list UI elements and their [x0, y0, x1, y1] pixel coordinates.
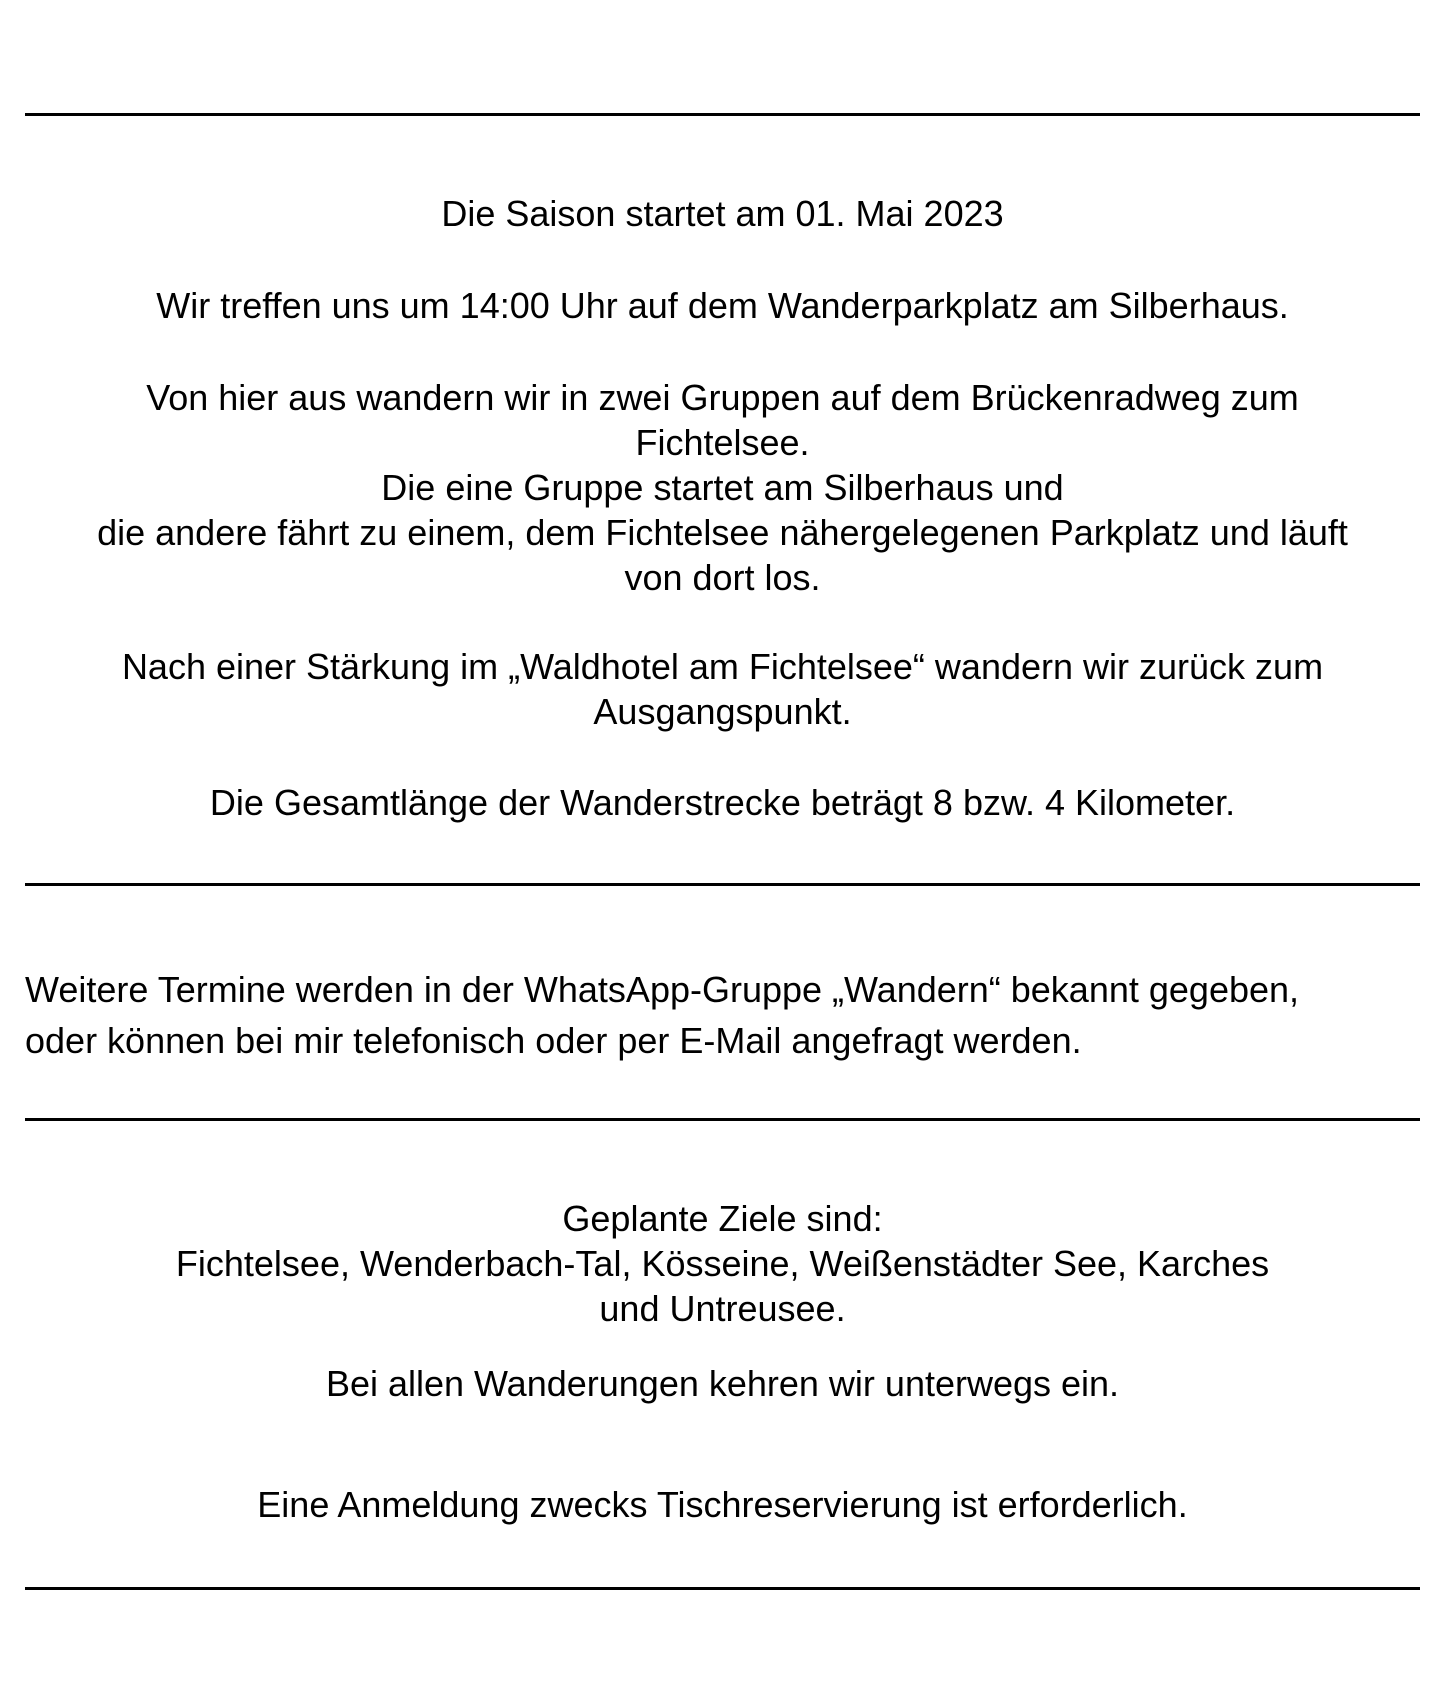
group-1-text: Die eine Gruppe startet am Silberhaus und	[381, 467, 1064, 508]
length-section	[25, 780, 1420, 825]
divider-top	[25, 113, 1420, 116]
divider-3	[25, 1118, 1420, 1121]
return-line-1: Nach einer Stärkung im „Waldhotel am Fichtelsee“ wandern wir zurück zum	[121, 646, 1324, 687]
registration-section	[25, 1482, 1420, 1527]
return-section	[25, 644, 1420, 734]
length-text: Die Gesamtlänge der Wanderstrecke beträgt 8 bzw. 4 Kilometer.	[209, 782, 1236, 823]
season-section	[25, 191, 1420, 236]
divider-bottom	[25, 1587, 1420, 1590]
meeting-text: Wir treffen uns um 14:00 Uhr auf dem Wanderparkplatz am Silberhaus.	[156, 285, 1289, 326]
dates-section	[25, 964, 1420, 1066]
goals-heading: Geplante Ziele sind:	[562, 1198, 883, 1239]
stop-text: Bei allen Wanderungen kehren wir unterwegs ein.	[325, 1363, 1120, 1404]
group-2-line-1: die andere fährt zu einem, dem Fichtelsee nähergelegenen Parkplatz und läuft	[97, 512, 1348, 553]
group-2-line-2: von dort los.	[624, 557, 821, 598]
return-line-2: Ausgangspunkt.	[593, 691, 852, 732]
stop-section	[25, 1361, 1420, 1406]
divider-2	[25, 883, 1420, 886]
dates-line-1: Weitere Termine werden in der WhatsApp-Gruppe „Wandern“ bekannt gegeben,	[25, 969, 1300, 1010]
goals-list-line-2: und Untreusee.	[599, 1288, 846, 1329]
route-line-2: Fichtelsee.	[635, 422, 810, 463]
dates-line-2: oder können bei mir telefonisch oder per E-Mail angefragt werden.	[25, 1020, 1082, 1061]
goals-list-line-1: Fichtelsee, Wenderbach-Tal, Kösseine, Weißenstädter See, Karches	[175, 1243, 1270, 1284]
season-start-text: Die Saison startet am 01. Mai 2023	[441, 193, 1004, 234]
route-line-1: Von hier aus wandern wir in zwei Gruppen auf dem Brückenradweg zum	[146, 377, 1299, 418]
route-section	[25, 375, 1420, 600]
goals-section	[25, 1196, 1420, 1331]
registration-text: Eine Anmeldung zwecks Tischreservierung ist erforderlich.	[257, 1484, 1188, 1525]
meeting-section	[25, 283, 1420, 328]
